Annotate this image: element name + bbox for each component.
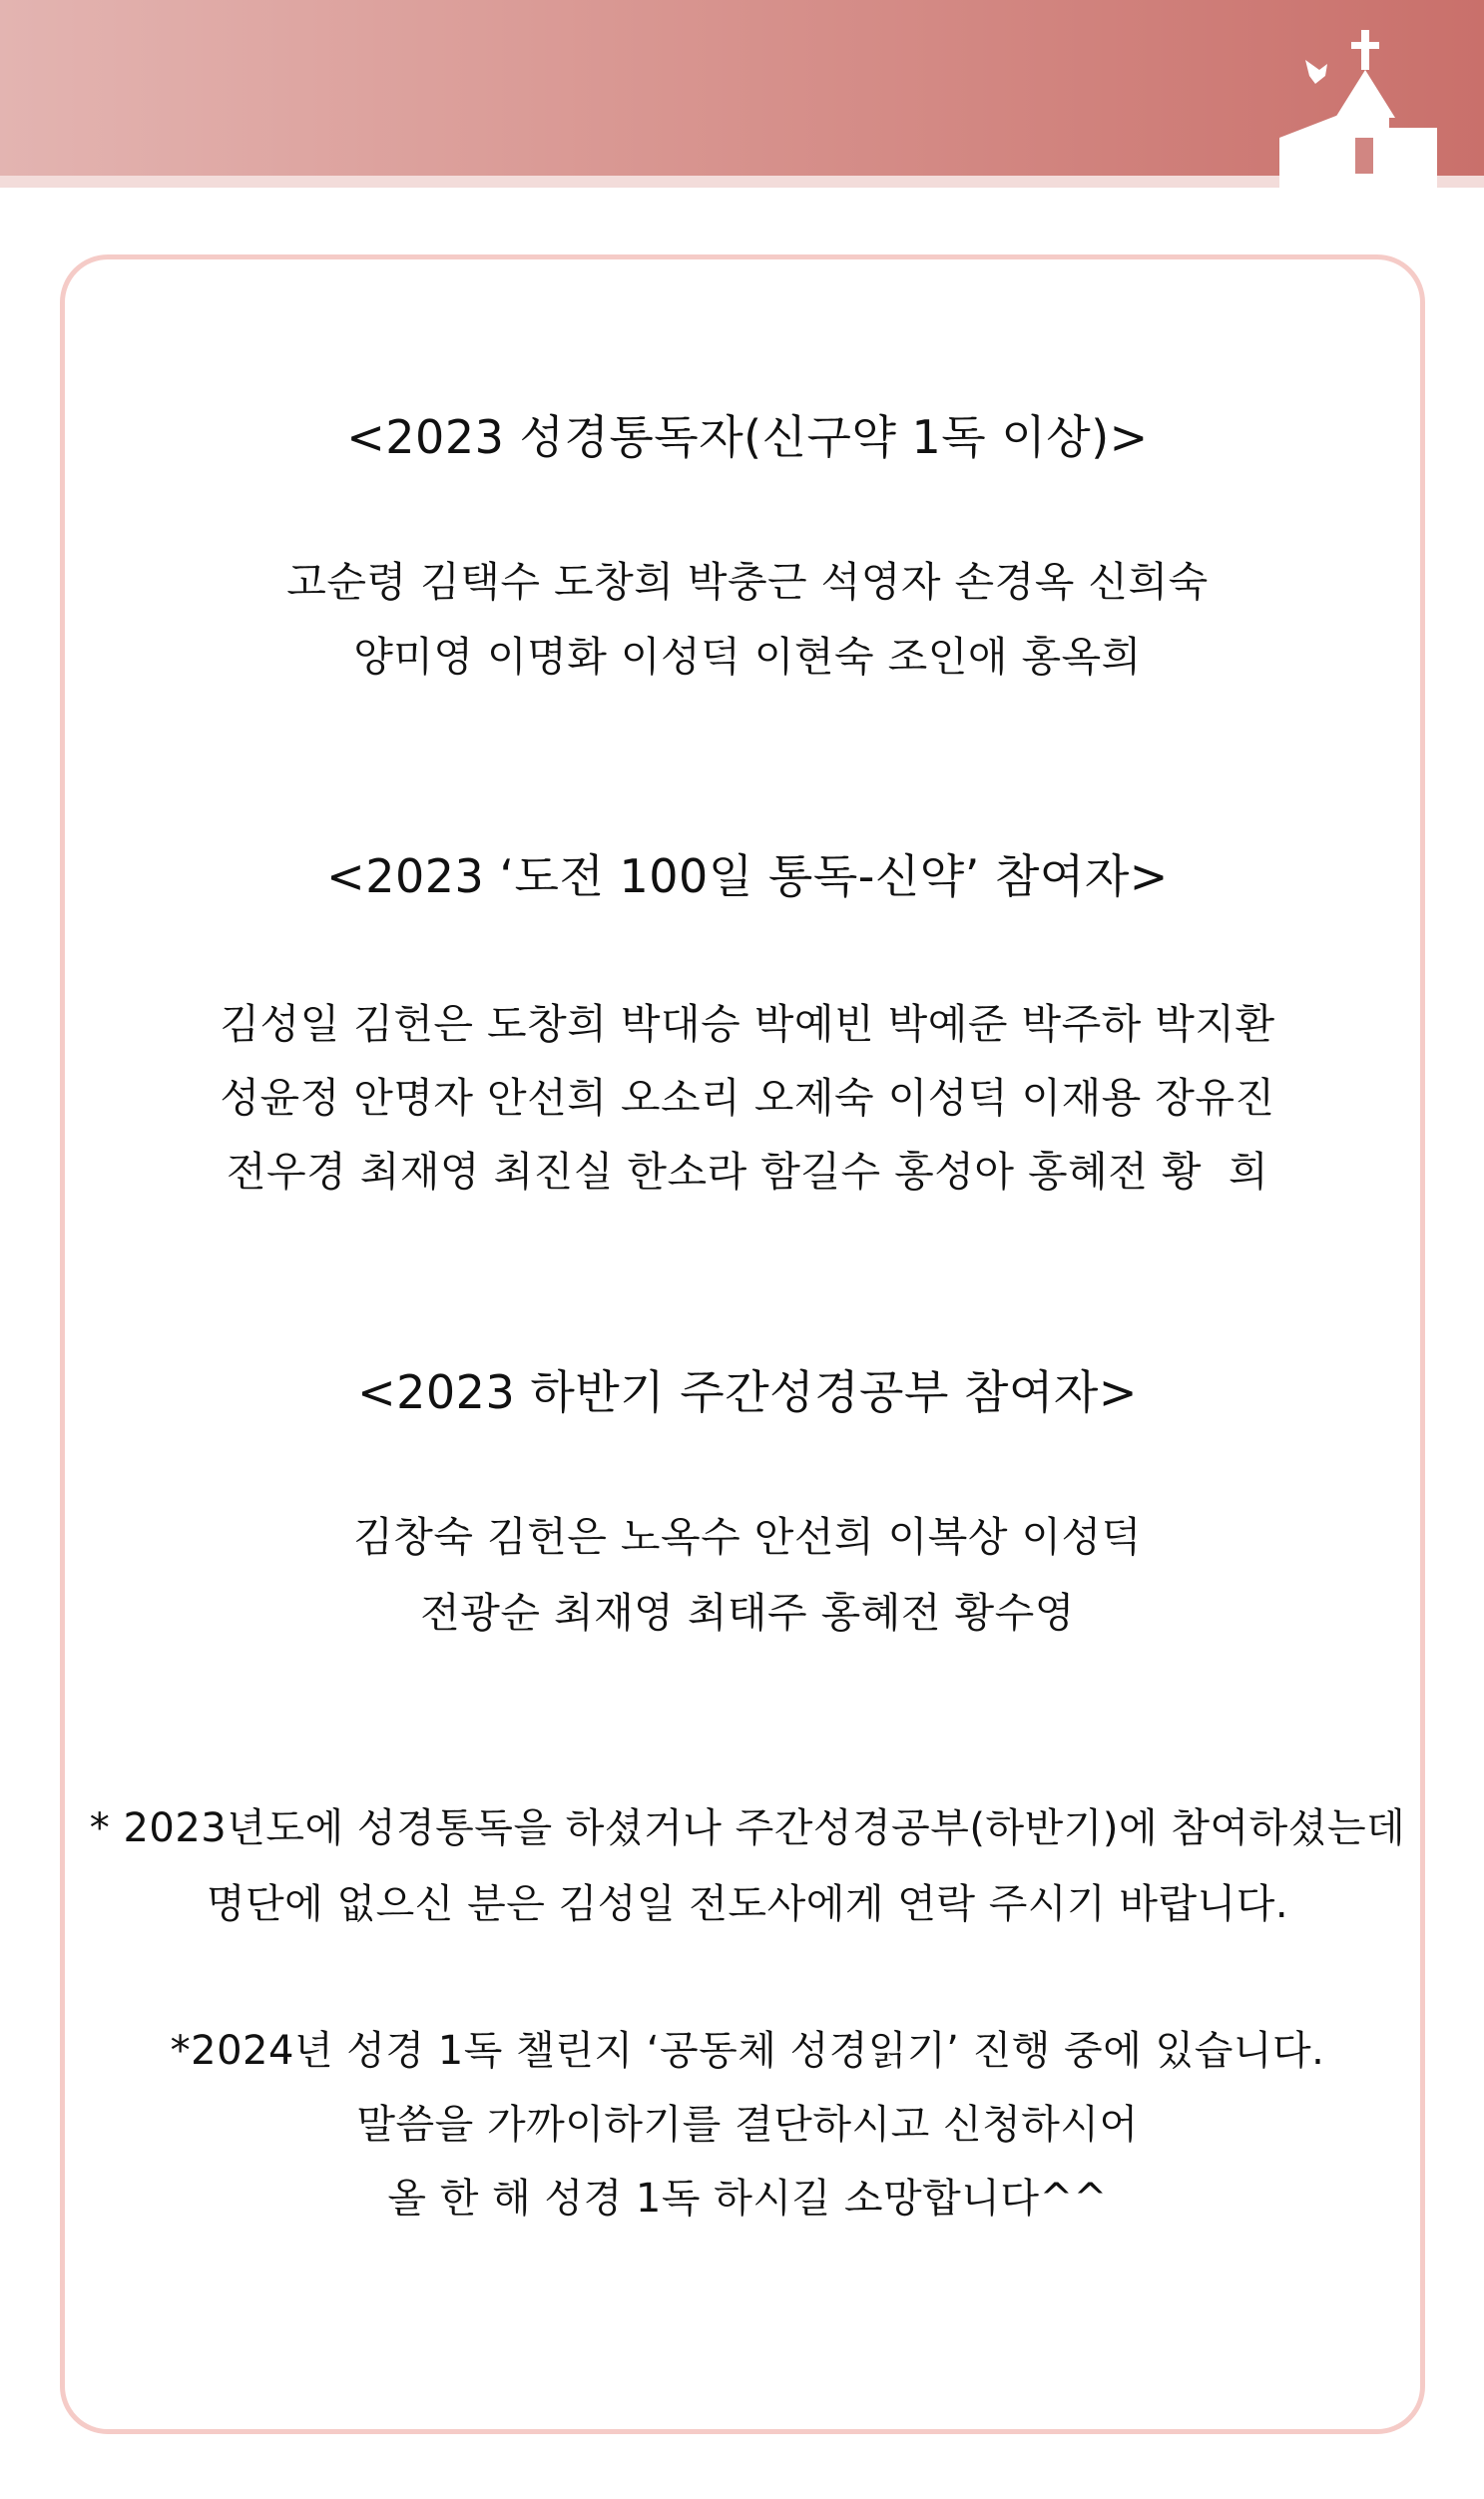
content-card <box>60 254 1425 2434</box>
notice-line: 올 한 해 성경 1독 하시길 소망합니다^^ <box>387 2176 1108 2222</box>
church-icon <box>1267 18 1447 188</box>
section-heading-bible-readers: <2023 성경통독자(신구약 1독 이상)> <box>346 410 1149 464</box>
header-banner <box>0 0 1484 176</box>
notice-line: 말씀을 가까이하기를 결단하시고 신청하시어 <box>356 2102 1139 2148</box>
name-line: 고순령 김택수 도창희 박충근 석영자 손경옥 신희숙 <box>286 558 1209 606</box>
notice-line: *2024년 성경 1독 챌린지 ‘공동체 성경읽기’ 진행 중에 있습니다. <box>170 2028 1325 2074</box>
name-line: 양미영 이명화 이성덕 이현숙 조인애 홍옥희 <box>353 633 1142 681</box>
notice-line: * 2023년도에 성경통독을 하셨거나 주간성경공부(하반기)에 참여하셨는데 <box>89 1805 1406 1851</box>
name-line: 전우경 최재영 최진실 한소라 함길수 홍성아 홍혜전 황 희 <box>226 1148 1269 1196</box>
name-line: 김성일 김헌은 도창희 박대승 박예빈 박예준 박주하 박지환 <box>220 1000 1275 1048</box>
header-divider <box>0 176 1484 188</box>
notice-line: 명단에 없으신 분은 김성일 전도사에게 연락 주시기 바랍니다. <box>206 1881 1289 1927</box>
name-line: 김창숙 김헌은 노옥수 안선희 이복상 이성덕 <box>353 1513 1142 1561</box>
name-line: 성윤정 안명자 안선희 오소리 오제숙 이성덕 이재용 장유진 <box>220 1074 1275 1122</box>
section-heading-bible-study: <2023 하반기 주간성경공부 참여자> <box>357 1365 1138 1419</box>
name-line: 전광순 최재영 최태주 홍혜전 황수영 <box>420 1589 1075 1637</box>
section-heading-100day-challenge: <2023 ‘도전 100일 통독-신약’ 참여자> <box>326 849 1169 903</box>
